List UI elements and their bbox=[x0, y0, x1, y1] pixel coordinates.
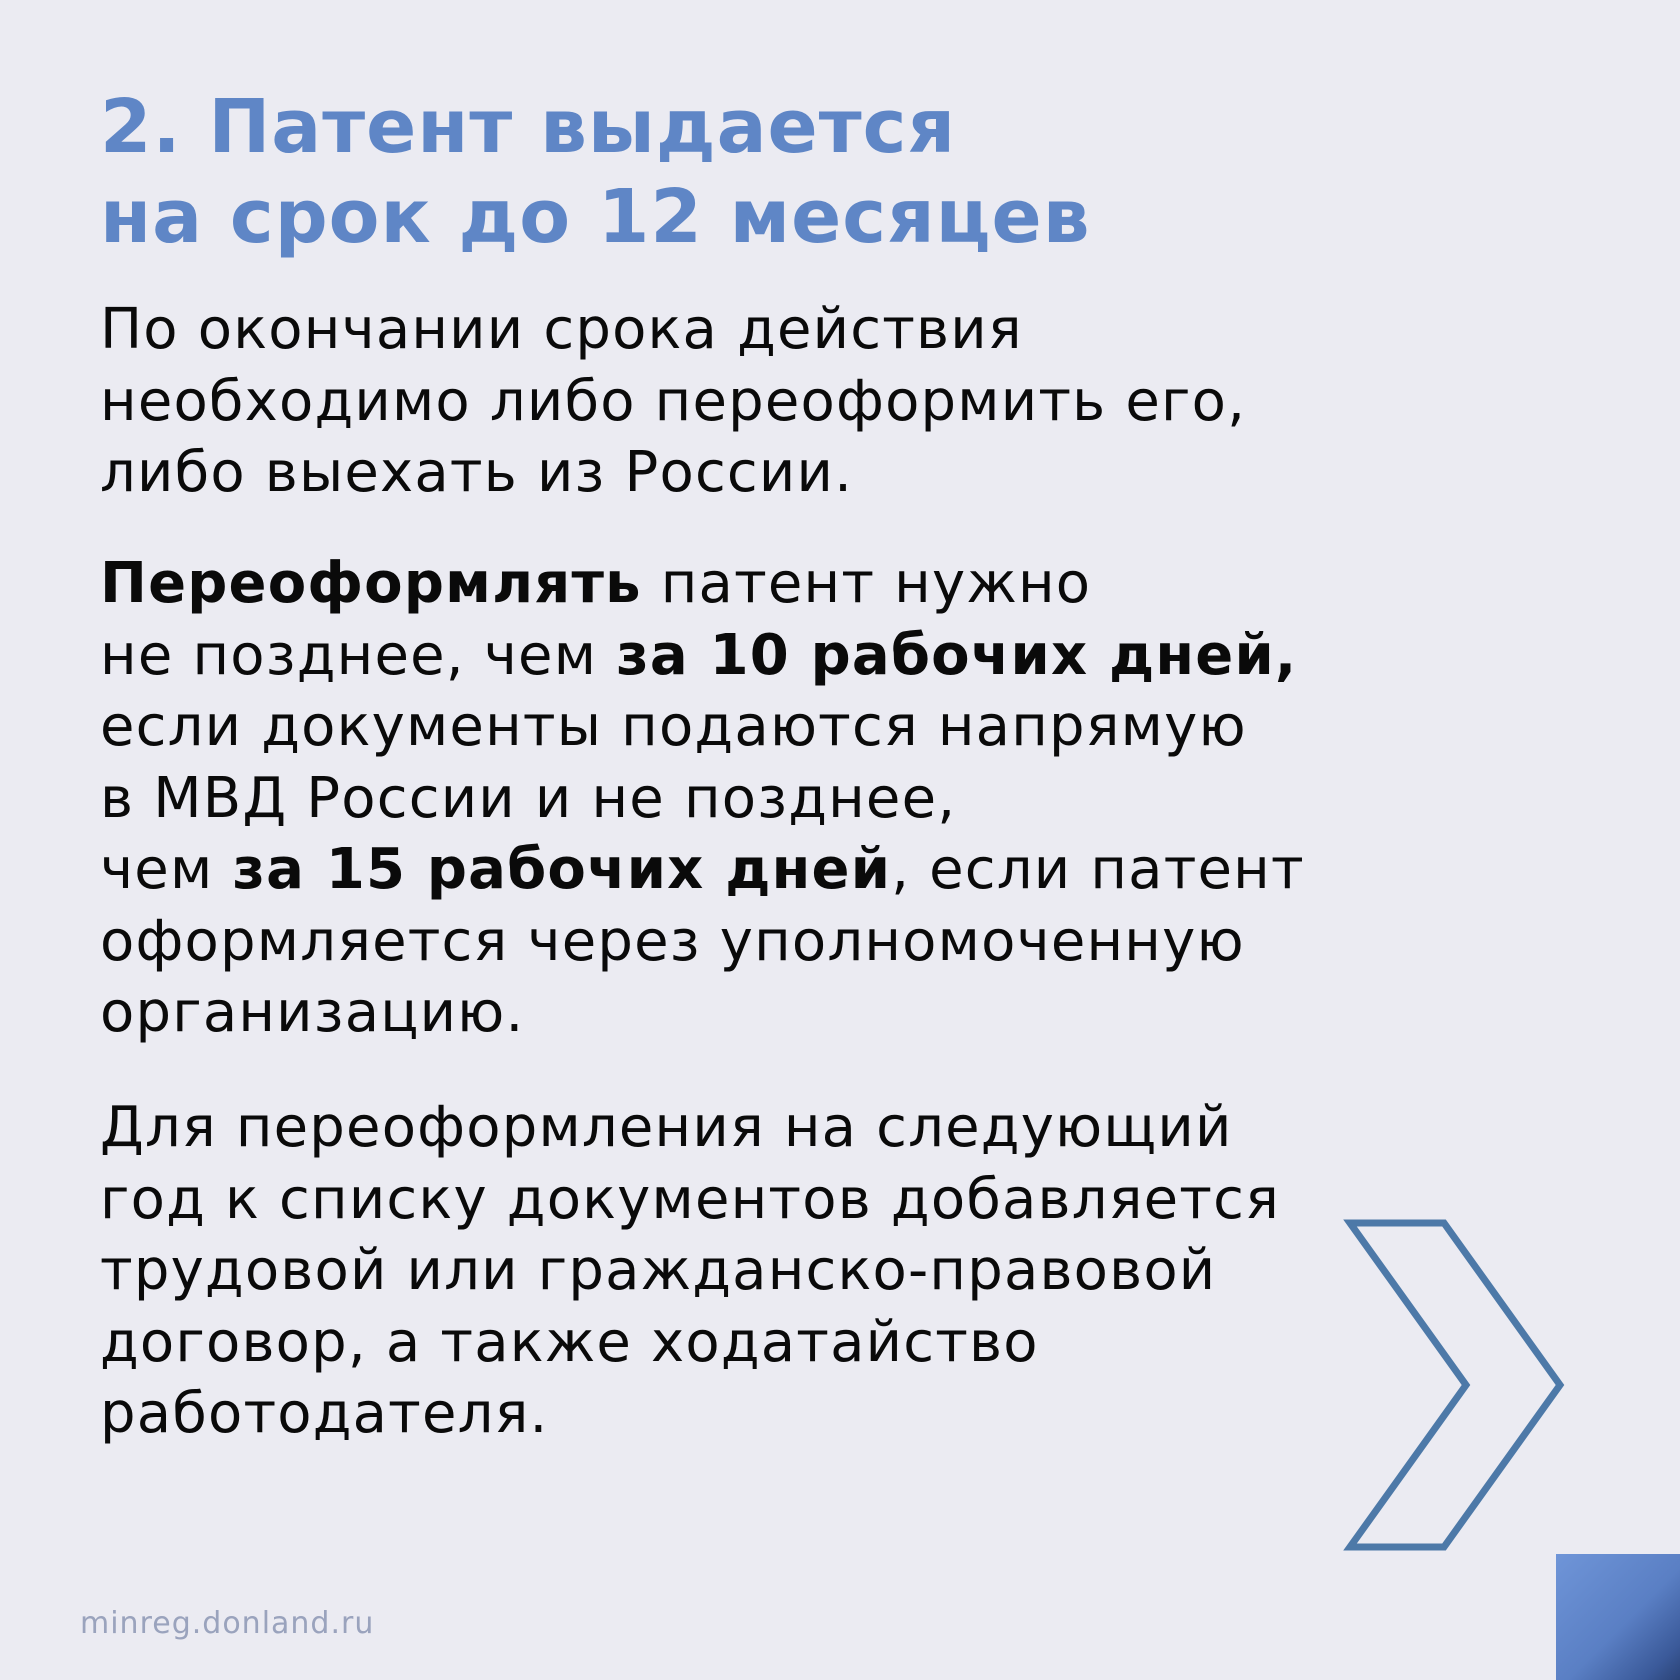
paragraph-line: договор, а также ходатайство bbox=[100, 1309, 1039, 1375]
bold-deadline-10: за 10 рабочих дней, bbox=[616, 622, 1298, 688]
paragraph-next-year-documents bbox=[100, 1092, 1280, 1450]
paragraph-line: трудовой или гражданско-правовой bbox=[100, 1238, 1217, 1303]
paragraph-line: в МВД России и не позднее, bbox=[100, 765, 957, 831]
paragraph-line: организацию. bbox=[100, 980, 525, 1045]
title-line-2: на срок до 12 месяцев bbox=[100, 174, 1091, 260]
paragraph-line bbox=[100, 834, 1305, 906]
chevron-right-icon[interactable] bbox=[1340, 1215, 1570, 1555]
text-segment: патент нужно bbox=[641, 551, 1092, 616]
paragraph-line: необходимо либо переоформить его, bbox=[100, 368, 1247, 434]
paragraph-line: работодателя. bbox=[100, 1381, 549, 1446]
paragraph-line bbox=[100, 548, 1305, 620]
paragraph-line: либо выехать из России. bbox=[100, 440, 854, 505]
text-segment: , если патент bbox=[891, 837, 1305, 902]
bold-deadline-15: за 15 рабочих дней bbox=[232, 837, 892, 902]
paragraph-line: По окончании срока действия bbox=[100, 297, 1023, 362]
paragraph-line: оформляется через уполномоченную bbox=[100, 908, 1245, 974]
text-segment: не позднее, чем bbox=[100, 622, 617, 688]
title-line-1: 2. Патент выдается bbox=[100, 84, 956, 170]
text-segment: чем bbox=[100, 837, 233, 902]
paragraph-line bbox=[100, 620, 1305, 692]
paragraph-line: Для переоформления на следующий bbox=[100, 1095, 1233, 1160]
bold-term: Переоформлять bbox=[100, 551, 642, 616]
paragraph-renewal-deadlines bbox=[100, 548, 1305, 1049]
paragraph-line: если документы подаются напрямую bbox=[100, 694, 1247, 759]
paragraph-line: год к списку документов добавляется bbox=[100, 1166, 1280, 1232]
footer-url: minreg.donland.ru bbox=[80, 1606, 375, 1641]
paragraph-expiry bbox=[100, 294, 1246, 509]
page-title bbox=[100, 82, 1091, 262]
corner-decoration bbox=[1556, 1554, 1680, 1680]
